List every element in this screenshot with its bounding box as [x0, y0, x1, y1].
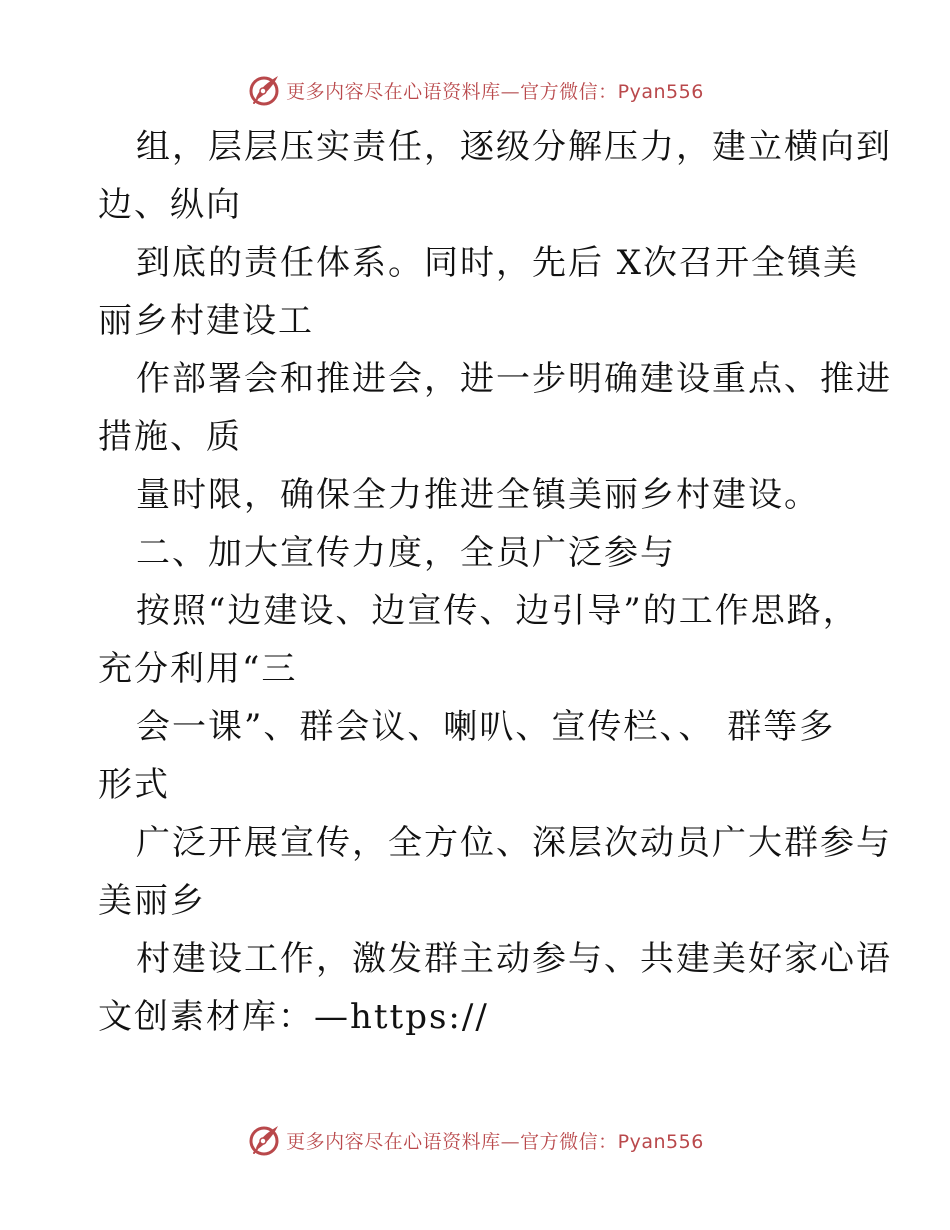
text-line: 广泛开展宣传，全方位、深层次动员广大群参与	[136, 823, 892, 863]
banner-separator: —	[500, 80, 521, 103]
footer-banner	[0, 1118, 950, 1162]
text-line: 村建设工作，激发群主动参与、共建美好家心语	[136, 939, 892, 979]
text-line: 组，层层压实责任，逐级分解压力，建立横向到	[136, 127, 892, 167]
text-line: 形式	[98, 765, 170, 805]
quill-logo-icon	[246, 1122, 282, 1158]
header-banner	[0, 68, 950, 112]
quill-logo-icon	[246, 72, 282, 108]
text-line: 按照“边建设、边宣传、边引导”的工作思路，	[136, 591, 859, 631]
wechat-id: 官方微信：Pyan556	[520, 1130, 704, 1153]
text-line: 二、加大宣传力度，全员广泛参与	[136, 533, 676, 573]
wechat-id: 官方微信：Pyan556	[520, 80, 704, 103]
text-line: 丽乡村建设工	[98, 301, 314, 341]
text-line: 美丽乡	[98, 881, 206, 921]
text-line: 作部署会和推进会，进一步明确建设重点、推进	[136, 359, 892, 399]
site-name: 更多内容尽在心语资料库	[286, 1130, 501, 1153]
site-name: 更多内容尽在心语资料库	[286, 80, 501, 103]
footer-banner-text	[286, 1127, 704, 1154]
text-line: 措施、质	[98, 417, 242, 457]
text-line: 到底的责任体系。同时，先后 X次召开全镇美	[136, 243, 860, 283]
text-line: 量时限，确保全力推进全镇美丽乡村建设。	[136, 475, 820, 515]
text-line: 文创素材库：—https://	[98, 997, 489, 1037]
text-line: 边、纵向	[98, 185, 242, 225]
banner-separator: —	[500, 1130, 521, 1153]
text-line: 充分利用“三	[98, 649, 298, 689]
text-line: 会一课”、群会议、喇叭、宣传栏、、 群等多	[136, 707, 836, 747]
body-text	[98, 118, 892, 1046]
header-banner-text	[286, 77, 704, 104]
